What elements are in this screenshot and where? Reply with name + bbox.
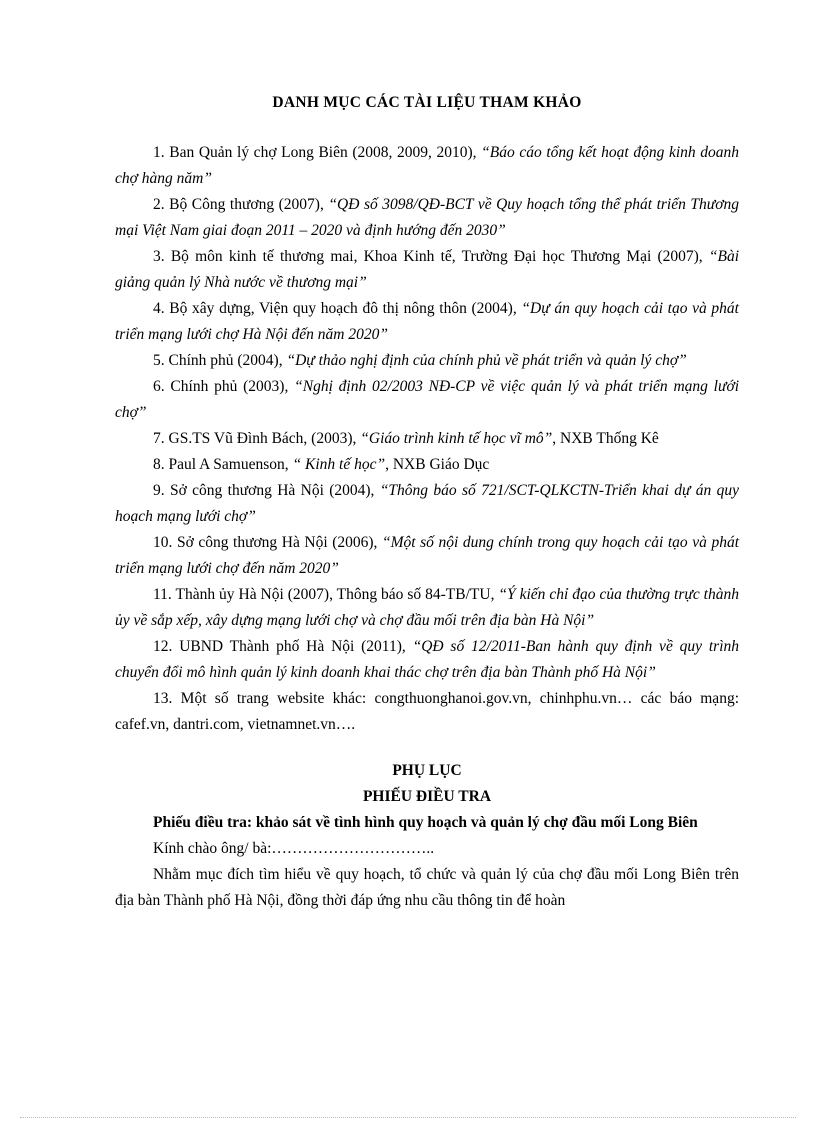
reference-number: 11. <box>153 586 172 603</box>
reference-publisher: , NXB Thống Kê <box>552 430 659 447</box>
reference-author: Sở công thương Hà Nội (2004), <box>170 482 380 499</box>
reference-author: Bộ xây dựng, Viện quy hoạch đô thị nông thôn (2004), <box>169 300 522 317</box>
reference-author: Chính phủ (2003), <box>170 378 295 395</box>
reference-title: “Nghị định 02/2003 NĐ-CP về việc quản lý và phát triển mạng lưới chợ” <box>115 378 740 421</box>
appendix-subheading: PHIẾU ĐIỀU TRA <box>362 788 492 805</box>
reference-author: Bộ Công thương (2007), <box>169 196 329 213</box>
reference-item <box>115 244 739 296</box>
reference-item <box>115 374 739 426</box>
reference-number: 5. <box>153 352 165 369</box>
reference-item <box>115 686 739 738</box>
intro-paragraph: Nhằm mục đích tìm hiểu về quy hoạch, tổ chức và quản lý của chợ đầu mối Long Biên trên địa bàn Thành phố Hà Nội, đồng thời đáp ứng nhu cầu thông tin để hoàn <box>115 866 739 909</box>
document-page <box>115 94 739 914</box>
reference-number: 10. <box>153 534 173 551</box>
reference-item <box>115 634 739 686</box>
reference-item <box>115 296 739 348</box>
reference-title: “QĐ số 12/2011-Ban hành quy định về quy trình chuyển đổi mô hình quản lý kinh doanh khai thác chợ trên địa bàn Thành phố Hà Nội” <box>115 638 739 681</box>
reference-title: “Báo cáo tổng kết hoạt động kinh doanh chợ hàng năm” <box>115 144 739 187</box>
reference-author: Thành ủy Hà Nội (2007), Thông báo số 84-TB/TU, <box>175 586 499 603</box>
reference-number: 13. <box>153 690 173 707</box>
reference-number: 8. <box>153 456 165 473</box>
reference-author: Một số trang website khác: congthuonghanoi.gov.vn, chinhphu.vn… các báo mạng: cafef.vn, dantri.com, vietnamnet.vn…. <box>115 690 739 733</box>
reference-item <box>115 452 739 478</box>
reference-number: 12. <box>153 638 173 655</box>
reference-number: 4. <box>153 300 165 317</box>
reference-item <box>115 140 739 192</box>
reference-title: “Ý kiến chỉ đạo của thường trực thành ủy về sắp xếp, xây dựng mạng lưới chợ và chợ đầu mối trên địa bàn Hà Nội” <box>115 586 739 629</box>
reference-author: UBND Thành phố Hà Nội (2011), <box>179 638 413 655</box>
reference-title: “Giáo trình kinh tế học vĩ mô” <box>360 430 553 447</box>
reference-number: 7. <box>153 430 165 447</box>
reference-number: 6. <box>153 378 165 395</box>
reference-author: Ban Quản lý chợ Long Biên (2008, 2009, 2010), <box>169 144 482 161</box>
reference-author: Paul A Samuenson, <box>168 456 293 473</box>
survey-title: Phiếu điều tra: khảo sát về tình hình quy hoạch và quản lý chợ đầu mối Long Biên <box>153 814 698 831</box>
page-title: DANH MỤC CÁC TÀI LIỆU THAM KHẢO <box>272 94 582 111</box>
reference-item <box>115 530 739 582</box>
reference-title: “ Kinh tế học” <box>292 456 386 473</box>
reference-list <box>115 140 739 738</box>
reference-number: 2. <box>153 196 165 213</box>
reference-author: Sở công thương Hà Nội (2006), <box>176 534 382 551</box>
reference-author: Bộ môn kinh tế thương mai, Khoa Kinh tế, Trường Đại học Thương Mại (2007), <box>170 248 709 265</box>
greeting-line: Kính chào ông/ bà:………………………….. <box>153 840 435 857</box>
reference-title: “Dự thảo nghị định của chính phủ về phát triển và quản lý chợ” <box>286 352 687 369</box>
reference-number: 1. <box>153 144 165 161</box>
reference-item <box>115 582 739 634</box>
reference-title: “QĐ số 3098/QĐ-BCT về Quy hoạch tổng thể phát triển Thương mại Việt Nam giai đoạn 2011 – 2020 và định hướng đến 2030” <box>115 196 740 239</box>
reference-item <box>115 426 739 452</box>
reference-title: “Dự án quy hoạch cải tạo và phát triển mạng lưới chợ Hà Nội đến năm 2020” <box>115 300 739 343</box>
reference-title: “Thông báo số 721/SCT-QLKCTN-Triển khai dự án quy hoạch mạng lưới chợ” <box>115 482 740 525</box>
reference-item <box>115 478 739 530</box>
reference-number: 3. <box>153 248 165 265</box>
reference-title: “Một số nội dung chính trong quy hoạch cải tạo và phát triển mạng lưới chợ đến năm 2020” <box>115 534 739 577</box>
appendix-heading: PHỤ LỤC <box>392 762 462 779</box>
reference-title: “Bài giảng quản lý Nhà nước về thương mại” <box>115 248 740 291</box>
reference-author: GS.TS Vũ Đình Bách, (2003), <box>168 430 361 447</box>
reference-publisher: , NXB Giáo Dục <box>385 456 490 473</box>
reference-number: 9. <box>153 482 165 499</box>
reference-item <box>115 348 739 374</box>
reference-item <box>115 192 739 244</box>
reference-author: Chính phủ (2004), <box>168 352 287 369</box>
page-bottom-divider <box>20 1117 796 1118</box>
